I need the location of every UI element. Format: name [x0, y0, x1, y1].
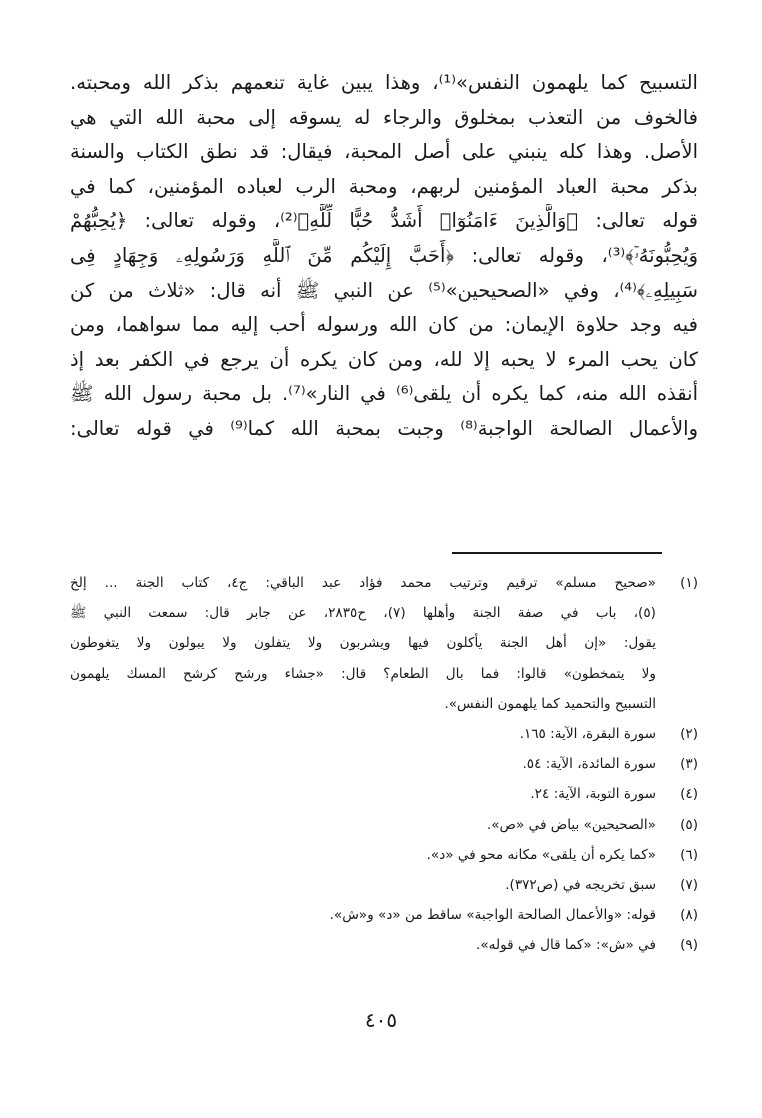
footnote-line: قوله: «والأعمال الصالحة الواجبة» ساقط من «د» و«ش».: [329, 907, 656, 924]
footnote-text: [70, 930, 656, 960]
footnote-9: [70, 930, 698, 960]
footnote-divider: [452, 552, 662, 554]
footnote-5: [70, 810, 698, 840]
footnote-text: [70, 749, 656, 779]
main-text-line: وَيُحِبُّونَهُۥٓ﴾⁽³⁾، وقوله تعالى: ﴿أَحَبَّ إِلَيْكُم مِّنَ ٱللَّهِ وَرَسُولِهِۦ وَجِهَادٍ فِى: [70, 243, 698, 267]
main-text-line: قوله تعالى: ﴿وَالَّذِينَ ءَامَنُوٓا۟ أَشَدُّ حُبًّا لِّلَّهِ﴾⁽²⁾، وقوله تعالى: ﴿يُحِبُّهُمْ: [70, 209, 698, 233]
footnote-line: (٥)، باب في صفة الجنة وأهلها (٧)، ح٢٨٣٥، عن جابر قال: سمعت النبي ﷺ: [70, 605, 656, 622]
footnote-line: التسبيح والتحميد كما يلهمون النفس».: [444, 695, 656, 712]
footnote-text: [70, 568, 656, 719]
footnote-number: (١): [680, 575, 698, 591]
main-text-line: التسبيح كما يلهمون النفس»⁽¹⁾، وهذا يبين غاية تنعمهم بذكر الله ومحبته.: [70, 71, 698, 94]
footnote-line: «صحيح مسلم» ترقيم وترتيب محمد فؤاد عبد الباقي: ج٤، كتاب الجنة ... إلخ: [70, 575, 656, 591]
footnote-2: [70, 719, 698, 749]
footnote-number: (٢): [680, 726, 698, 743]
main-text-line: فالخوف من التعذب بمخلوق والرجاء له يسوقه إلى محبة الله التي هي: [70, 105, 698, 129]
footnote-text: [70, 779, 656, 809]
footnote-text: [70, 840, 656, 870]
footnote-text: [70, 870, 656, 900]
footnote-line: سورة المائدة، الآية: ٥٤.: [522, 756, 656, 773]
main-text-line: أنقذه الله منه، كما يكره أن يلقى⁽⁶⁾ في النار»⁽⁷⁾. بل محبة رسول الله ﷺ: [70, 382, 698, 406]
footnote-line: سبق تخريجه في (ص٣٧٢).: [505, 877, 656, 894]
main-text-line: سَبِيلِهِۦ﴾⁽⁴⁾، وفي «الصحيحين»⁽⁵⁾ عن النبي ﷺ أنه قال: «ثلاث من كن: [70, 278, 698, 302]
footnote-line: «الصحيحين» بياض في «ص».: [486, 816, 656, 833]
footnote-7: [70, 870, 698, 900]
main-text-line: بذكر محبة العباد المؤمنين لربهم، ومحبة الرب لعباده المؤمنين، كما في: [70, 174, 698, 198]
footnote-number: (٩): [680, 937, 698, 954]
footnote-number: (٣): [680, 756, 698, 773]
footnote-6: [70, 840, 698, 870]
main-text: [70, 66, 698, 447]
footnote-number: (٤): [680, 786, 698, 803]
footnote-8: [70, 900, 698, 930]
footnotes: [70, 568, 698, 961]
footnote-number: (٥): [680, 816, 698, 833]
footnote-number: (٨): [680, 907, 698, 924]
footnote-line: ولا يتمخطون» قالوا: فما بال الطعام؟ قال: «جشاء ورشح كرشح المسك يلهمون: [70, 665, 656, 682]
footnote-line: سورة التوبة، الآية: ٢٤.: [530, 786, 656, 803]
footnote-text: [70, 719, 656, 749]
footnote-text: [70, 810, 656, 840]
main-text-line: فيه وجد حلاوة الإيمان: من كان الله ورسوله أحب إليه مما سواهما، ومن: [70, 313, 698, 337]
footnote-text: [70, 900, 656, 930]
main-text-line: كان يحب المرء لا يحبه إلا لله، ومن كان يكره أن يرجع في الكفر بعد إذ: [70, 347, 698, 371]
footnote-line: يقول: «إن أهل الجنة يأكلون فيها ويشربون ولا يتفلون ولا يبولون ولا يتغوطون: [70, 635, 656, 652]
footnote-4: [70, 779, 698, 809]
footnote-line: «كما يكره أن يلقى» مكانه محو في «د».: [426, 846, 656, 863]
main-text-line: والأعمال الصالحة الواجبة⁽⁸⁾ وجبت بمحبة الله كما⁽⁹⁾ في قوله تعالى:: [70, 416, 698, 440]
footnote-line: سورة البقرة، الآية: ١٦٥.: [519, 726, 656, 743]
footnote-1: [70, 568, 698, 719]
footnote-number: (٦): [680, 846, 698, 863]
footnote-line: في «ش»: «كما قال في قوله».: [476, 937, 656, 954]
main-text-line: الأصل. وهذا كله ينبني على أصل المحبة، فيقال: قد نطق الكتاب والسنة: [70, 140, 698, 164]
footnote-3: [70, 749, 698, 779]
footnote-number: (٧): [680, 877, 698, 894]
page-number: ٤٠٥: [364, 1008, 398, 1032]
